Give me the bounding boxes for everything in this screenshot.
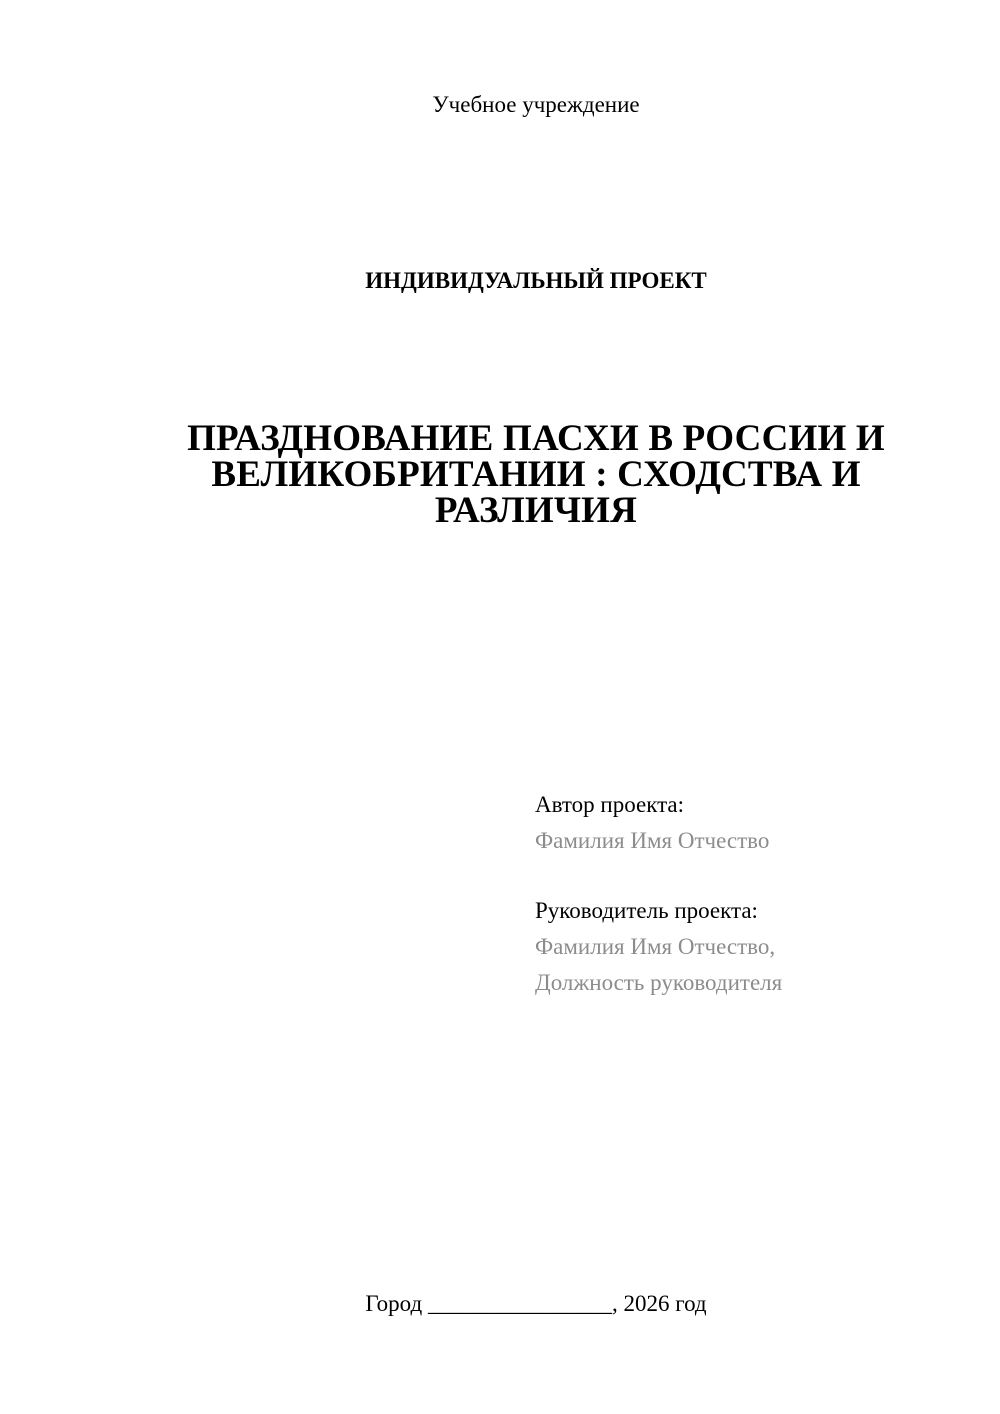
project-title-line-3: РАЗЛИЧИЯ xyxy=(434,490,638,531)
authors-block xyxy=(535,787,975,1001)
project-title xyxy=(160,418,912,531)
project-title-line-1: ПРАЗДНОВАНИЕ ПАСХИ В РОССИИ И xyxy=(187,418,885,459)
supervisor-name-placeholder: Фамилия Имя Отчество, xyxy=(535,934,776,959)
project-title-line-2: ВЕЛИКОБРИТАНИИ : СХОДСТВА И xyxy=(211,454,861,495)
author-label: Автор проекта: xyxy=(535,792,684,817)
author-name-placeholder: Фамилия Имя Отчество xyxy=(535,828,770,853)
project-type-heading: ИНДИВИДУАЛЬНЫЙ ПРОЕКТ xyxy=(365,268,707,293)
supervisor-position-placeholder: Должность руководителя xyxy=(535,970,783,995)
institution-name: Учебное учреждение xyxy=(432,92,640,117)
supervisor-label: Руководитель проекта: xyxy=(535,898,758,923)
authors-spacer xyxy=(535,859,975,893)
city-year-footer: Город ________________, 2026 год xyxy=(365,1291,707,1316)
